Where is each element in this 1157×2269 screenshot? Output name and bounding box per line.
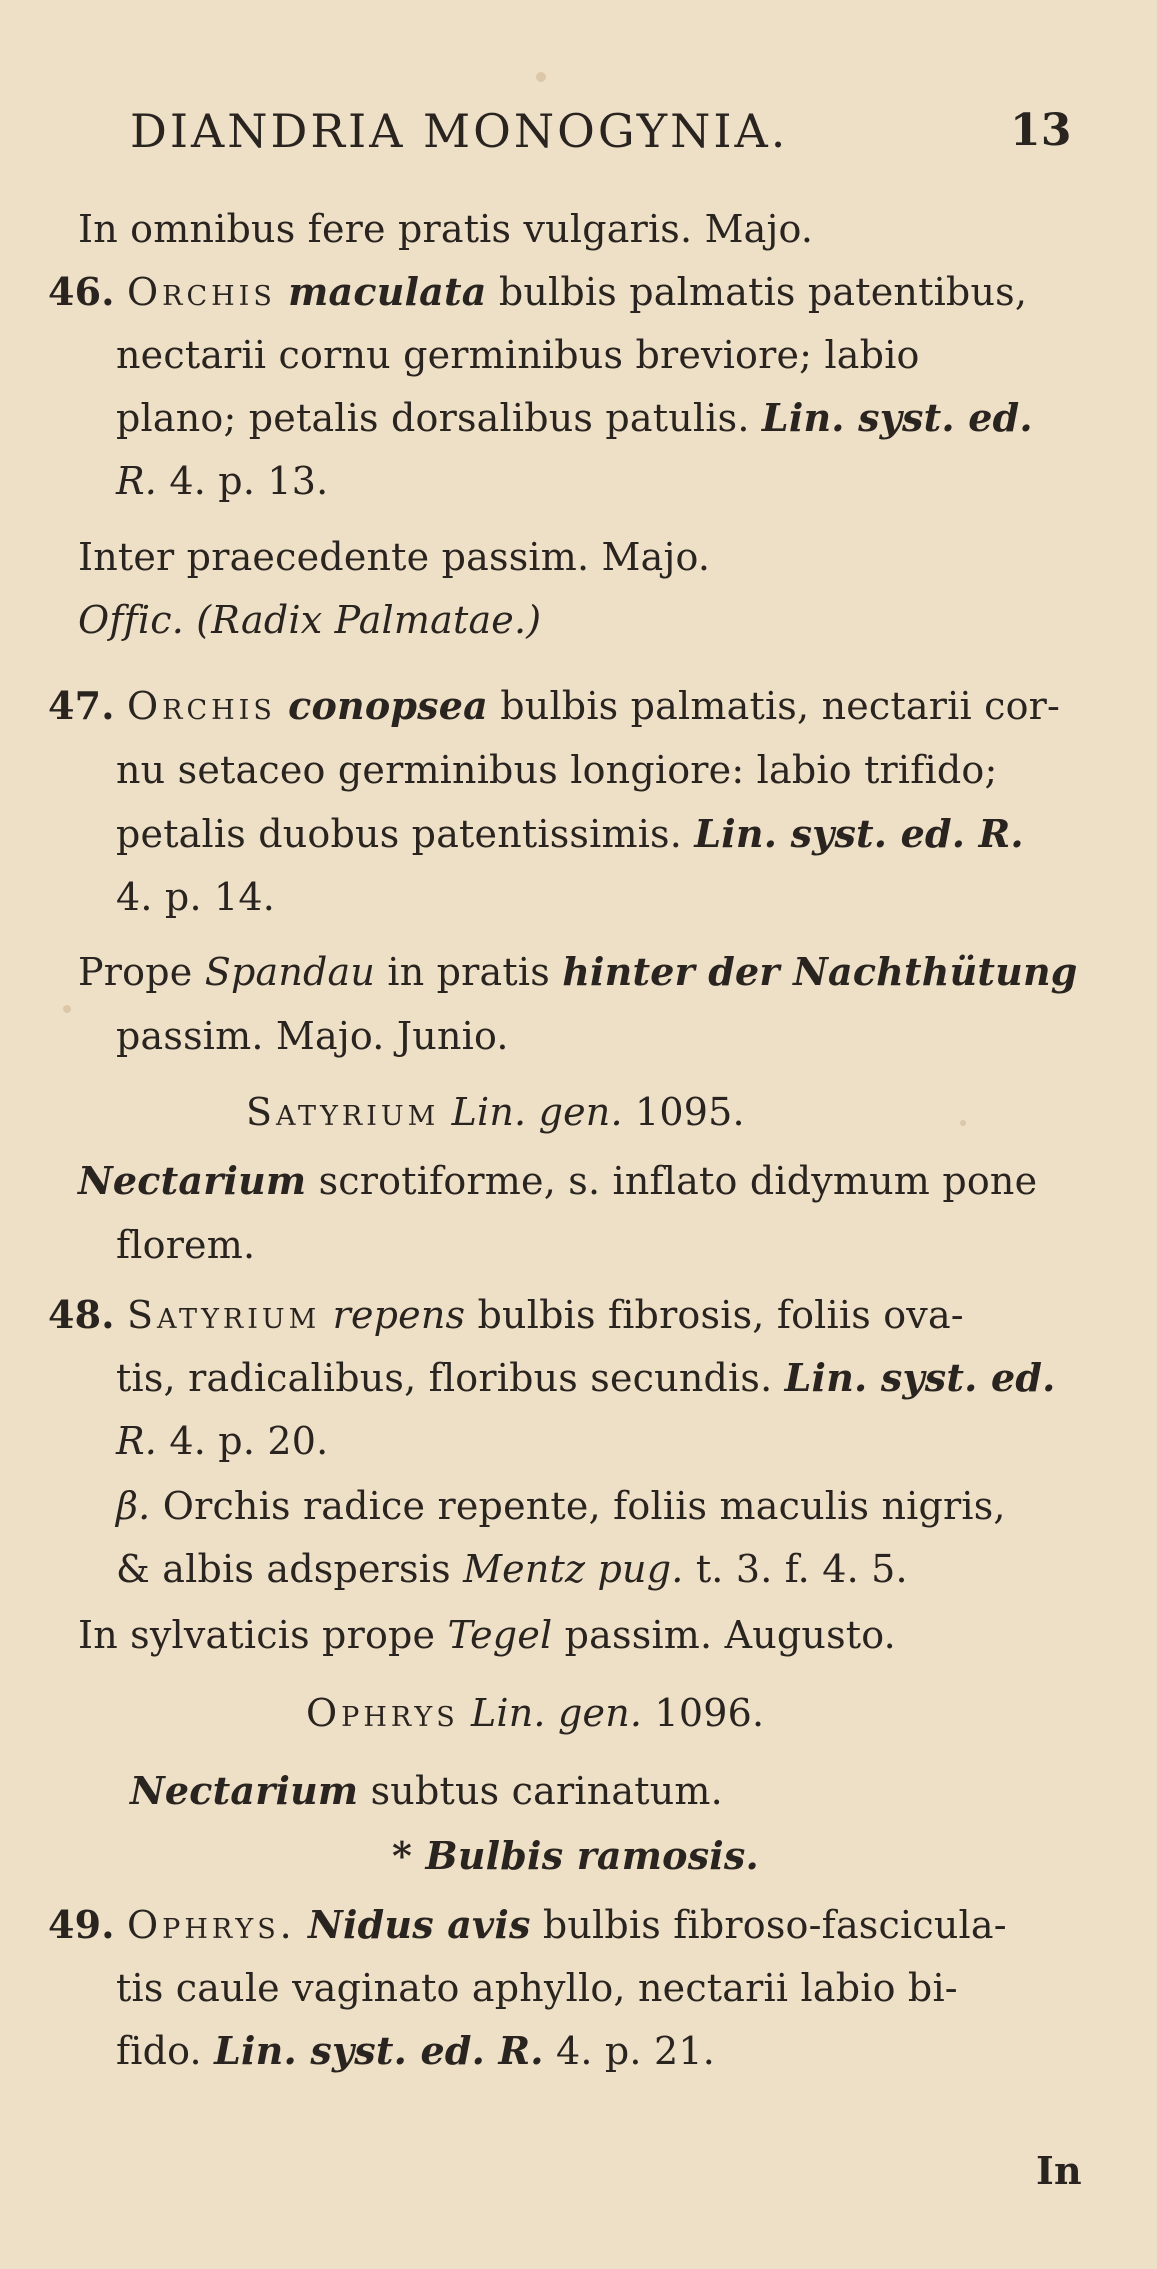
species-name: maculata	[288, 269, 487, 314]
page-number: 13	[1010, 105, 1072, 156]
entry-48	[48, 1292, 964, 1338]
entry-number: 49.	[48, 1902, 115, 1947]
reference-text: R.	[116, 459, 158, 503]
text-line	[78, 1612, 896, 1658]
genus-number: 1095.	[635, 1090, 745, 1134]
page-reference: 4. p. 13.	[169, 459, 329, 503]
description-text: bulbis fibroso-fascicula-	[542, 1903, 1007, 1947]
officinal-note: Offic. (Radix Palmatae.)	[78, 598, 542, 642]
foxing-spot	[536, 72, 546, 82]
text-line: tis caule vaginato aphyllo, nectarii labio bi-	[116, 1966, 958, 2010]
description-text: bulbis palmatis, nectarii cor-	[500, 684, 1061, 728]
genus-heading	[306, 1690, 764, 1736]
description-text: subtus carinatum.	[370, 1769, 723, 1813]
description-text: plano; petalis dorsalibus patulis.	[116, 396, 750, 440]
entry-46	[48, 269, 1027, 315]
description-text: petalis duobus patentissimis.	[116, 812, 683, 856]
description-text: bulbis fibrosis, foliis ova-	[477, 1293, 964, 1337]
species-name: repens	[332, 1293, 466, 1337]
genus-name: Ophrys	[306, 1691, 459, 1735]
habitat-text: in pratis	[387, 950, 550, 994]
text-line: passim. Majo. Junio.	[116, 1014, 509, 1058]
foxing-spot	[63, 1005, 71, 1013]
text-line: 4. p. 14.	[116, 875, 276, 919]
text-line: nectarii cornu germinibus breviore; labio	[116, 333, 920, 377]
description-text: tis, radicalibus, floribus secundis.	[116, 1356, 773, 1400]
description-text: bulbis palmatis patentibus,	[498, 270, 1028, 314]
text-line	[78, 949, 1078, 995]
subsection-heading: * Bulbis ramosis.	[392, 1833, 759, 1878]
text-line	[78, 1158, 1037, 1204]
reference-text: Lin. syst. ed. R.	[694, 811, 1024, 856]
description-text: Orchis radice repente, foliis maculis nigris,	[162, 1484, 1006, 1528]
genus-name: Satyrium	[127, 1293, 321, 1337]
text-line: Inter praecedente passim. Majo.	[78, 535, 711, 579]
variety-marker: β.	[116, 1484, 151, 1528]
entry-47	[48, 683, 1060, 729]
foxing-spot	[960, 1120, 966, 1126]
page-reference: t. 3. f. 4. 5.	[695, 1547, 908, 1591]
term: Nectarium	[130, 1768, 359, 1813]
genus-name: Satyrium	[246, 1090, 440, 1134]
habitat-text: Prope	[78, 950, 193, 994]
text-line	[130, 1768, 723, 1814]
reference-text: Mentz pug.	[463, 1547, 684, 1591]
entry-number: 48.	[48, 1292, 115, 1337]
entry-49	[48, 1902, 1007, 1948]
species-name: Nidus avis	[308, 1902, 531, 1947]
place-name: Spandau	[204, 950, 376, 994]
entry-number: 47.	[48, 683, 115, 728]
description-text: & albis adspersis	[116, 1547, 451, 1591]
place-name: hinter der Nachthütung	[562, 949, 1078, 994]
reference-text: Lin. gen.	[470, 1691, 643, 1735]
genus-name: Ophrys.	[127, 1903, 296, 1947]
habitat-text: In sylvaticis prope	[78, 1613, 436, 1657]
text-line	[116, 395, 1033, 441]
description-text: fido.	[116, 2029, 202, 2073]
text-line	[116, 1483, 1006, 1529]
text-line: In omnibus fere pratis vulgaris. Majo.	[78, 207, 814, 251]
reference-text: Lin. gen.	[451, 1090, 623, 1134]
species-name: conopsea	[288, 683, 488, 728]
reference-text: Lin. syst. ed. R.	[214, 2028, 544, 2073]
reference-text: R.	[116, 1419, 158, 1463]
page-reference: 4. p. 21.	[555, 2029, 716, 2073]
text-line	[116, 2028, 715, 2074]
text-line	[116, 1418, 328, 1464]
text-line	[116, 458, 328, 504]
habitat-text: passim. Augusto.	[564, 1613, 896, 1657]
text-line	[116, 1355, 1056, 1401]
entry-number: 46.	[48, 269, 115, 314]
description-text: scrotiforme, s. inflato didymum pone	[318, 1159, 1038, 1203]
text-line	[116, 811, 1024, 857]
page-reference: 4. p. 20.	[169, 1419, 329, 1463]
genus-name: Orchis	[127, 684, 276, 728]
text-line: florem.	[116, 1223, 256, 1267]
catchword: In	[1036, 2148, 1082, 2193]
running-header: DIANDRIA MONOGYNIA.	[130, 104, 789, 158]
term: Nectarium	[78, 1158, 307, 1203]
reference-text: Lin. syst. ed.	[784, 1355, 1056, 1400]
place-name: Tegel	[447, 1613, 553, 1657]
genus-heading	[246, 1089, 745, 1135]
reference-text: Lin. syst. ed.	[761, 395, 1033, 440]
genus-name: Orchis	[127, 270, 276, 314]
text-line	[116, 1546, 908, 1592]
text-line: nu setaceo germinibus longiore: labio trifido;	[116, 748, 998, 792]
genus-number: 1096.	[654, 1691, 765, 1735]
